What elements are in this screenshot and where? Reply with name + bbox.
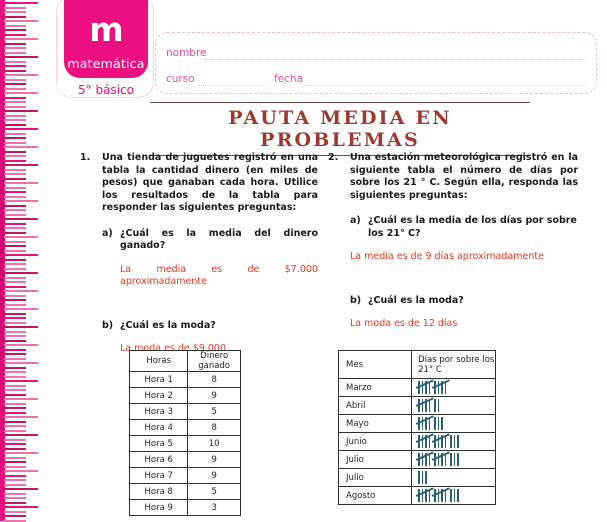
- ruler-tick: [4, 115, 26, 117]
- problem-1-part-a-answer: La media es de $7.000 aproximadamente: [120, 263, 318, 287]
- ruler-tick: [4, 227, 26, 229]
- logo-badge: [64, 0, 148, 78]
- ruler-tick: [4, 83, 26, 85]
- money-value-cell: 3: [188, 500, 241, 516]
- ruler-tick: [4, 412, 26, 414]
- tally-mark: [445, 435, 447, 448]
- money-table-header-row: [130, 351, 241, 372]
- ruler-tick: [4, 101, 26, 103]
- ruler-tick: [4, 2, 38, 4]
- ruler-tick: [4, 281, 26, 283]
- tally-marks: [418, 380, 495, 395]
- problem-2-part-a-row: [328, 215, 578, 240]
- days-month-cell: Agosto: [339, 487, 412, 505]
- ruler-tick: [4, 299, 26, 301]
- ruler-tick: [4, 164, 38, 166]
- money-hour-cell: Hora 9: [130, 500, 188, 516]
- ruler-tick: [4, 245, 26, 247]
- page-title-block: [150, 102, 530, 156]
- tally-mark: [434, 417, 436, 430]
- ruler-tick: [4, 70, 26, 72]
- tally-marks: [418, 452, 495, 467]
- days-month-cell: Mayo: [339, 415, 412, 433]
- problem-1-part-a-letter: a): [102, 227, 113, 239]
- tally-mark: [422, 471, 424, 484]
- tally-mark: [450, 489, 452, 502]
- grade-label: 5° básico: [78, 83, 134, 97]
- tally-remainder-group: [450, 435, 459, 448]
- problem-2-part-b-letter: b): [350, 294, 362, 306]
- ruler-tick: [4, 470, 38, 472]
- ruler-tick: [4, 124, 26, 126]
- tally-marks: [418, 488, 495, 503]
- tally-mark: [450, 435, 452, 448]
- tally-mark: [454, 453, 456, 466]
- ruler-tick: [4, 331, 26, 333]
- ruler-tick: [4, 61, 26, 63]
- ruler-tick: [4, 362, 38, 364]
- ruler-tick: [4, 173, 26, 175]
- ruler-tick: [4, 484, 26, 486]
- ruler-tick: [4, 272, 38, 274]
- days-month-cell: Abril: [339, 397, 412, 415]
- ruler-tick: [4, 380, 38, 382]
- ruler-tick: [4, 182, 38, 184]
- tally-mark: [457, 489, 459, 502]
- ruler-tick: [4, 43, 26, 45]
- table-row: [339, 433, 496, 451]
- ruler-tick: [4, 65, 26, 67]
- days-table-header-cell: Días por sobre los 21° C: [412, 351, 496, 379]
- table-row: [130, 388, 241, 404]
- ruler-tick: [4, 187, 26, 189]
- ruler-tick: [4, 259, 26, 261]
- tally-mark: [429, 399, 431, 412]
- spacer: [80, 289, 318, 307]
- ruler-tick: [4, 371, 26, 373]
- tally-marks: [418, 470, 495, 485]
- ruler-tick: [4, 34, 26, 36]
- table-row: [130, 468, 241, 484]
- ruler-tick: [4, 38, 38, 40]
- problem-1-part-b-letter: b): [102, 319, 114, 331]
- ruler-tick: [4, 200, 38, 202]
- ruler-tick: [4, 106, 26, 108]
- ruler-tick: [4, 308, 38, 310]
- logo-wordmark: matemática: [67, 56, 145, 71]
- ruler-tick: [4, 506, 38, 508]
- money-hour-cell: Hora 6: [130, 452, 188, 468]
- money-hour-cell: Hora 4: [130, 420, 188, 436]
- ruler-tick: [4, 497, 26, 499]
- spacer: [328, 264, 578, 282]
- ruler-tick: [4, 205, 26, 207]
- table-row: [339, 379, 496, 397]
- ruler-tick: [4, 322, 26, 324]
- ruler-tick: [4, 214, 26, 216]
- table-row: [130, 500, 241, 516]
- ruler-tick: [4, 11, 26, 13]
- ruler-tick: [4, 254, 38, 256]
- tally-group-of-five: [418, 435, 430, 448]
- ruler-tick: [4, 394, 26, 396]
- ruler-tick: [4, 443, 26, 445]
- ruler-tick: [4, 16, 26, 18]
- ruler-tick: [4, 146, 38, 148]
- tally-mark: [429, 453, 431, 466]
- decorative-ruler-strip: [0, 0, 46, 521]
- ruler-tick: [4, 466, 26, 468]
- tally-marks: [418, 416, 495, 431]
- ruler-tick: [4, 241, 26, 243]
- ruler-tick: [4, 358, 26, 360]
- tally-mark: [454, 435, 456, 448]
- money-hour-cell: Hora 8: [130, 484, 188, 500]
- ruler-tick: [4, 178, 26, 180]
- ruler-tick: [4, 448, 26, 450]
- ruler-tick: [4, 425, 26, 427]
- days-tally-cell: [412, 415, 496, 433]
- money-value-cell: 9: [188, 388, 241, 404]
- days-table: [338, 350, 496, 505]
- ruler-tick: [4, 232, 26, 234]
- ruler-tick: [4, 403, 26, 405]
- tally-remainder-group: [434, 417, 443, 430]
- money-hour-cell: Hora 1: [130, 372, 188, 388]
- ruler-tick: [4, 74, 38, 76]
- ruler-tick: [4, 317, 26, 319]
- tally-group-of-five: [418, 417, 430, 430]
- tally-mark: [434, 399, 436, 412]
- problem-2-column: [328, 152, 578, 331]
- curso-label: curso: [166, 73, 195, 85]
- problem-1-number: 1.: [80, 152, 91, 163]
- problem-1-statement: Una tienda de juguetes registró en una tabla la cantidad dinero (en miles de pesos) que ganaban cada hora. Utilice los resultados de la tabla para responder las siguientes preguntas:: [102, 152, 318, 213]
- tally-mark: [429, 381, 431, 394]
- ruler-tick: [4, 209, 26, 211]
- brand-logo: [62, 0, 150, 97]
- ruler-tick: [4, 385, 26, 387]
- table-row: [130, 452, 241, 468]
- tally-mark: [441, 417, 443, 430]
- tally-remainder-group: [418, 471, 427, 484]
- money-hour-cell: Hora 5: [130, 436, 188, 452]
- tally-mark: [429, 417, 431, 430]
- ruler-tick: [4, 268, 26, 270]
- ruler-tick: [4, 421, 26, 423]
- ruler-tick: [4, 25, 26, 27]
- ruler-tick: [4, 29, 26, 31]
- tally-group-of-five: [434, 381, 446, 394]
- problem-1-part-b-question: ¿Cuál es la moda?: [120, 319, 216, 331]
- days-month-cell: Julio: [339, 469, 412, 487]
- ruler-tick: [4, 151, 26, 153]
- money-table-header-cell: Dinero ganado: [188, 351, 241, 372]
- money-value-cell: 9: [188, 468, 241, 484]
- ruler-tick: [4, 515, 26, 517]
- problem-2-part-b-question: ¿Cuál es la moda?: [368, 294, 464, 306]
- money-value-cell: 9: [188, 452, 241, 468]
- ruler-tick: [4, 475, 26, 477]
- ruler-tick: [4, 236, 38, 238]
- tally-mark: [445, 381, 447, 394]
- ruler-tick: [4, 169, 26, 171]
- ruler-tick: [4, 502, 26, 504]
- problem-2-number: 2.: [328, 152, 339, 163]
- ruler-tick: [4, 97, 26, 99]
- tally-mark: [438, 399, 440, 412]
- ruler-tick: [4, 137, 26, 139]
- days-table-header-cell: Mes: [339, 351, 412, 379]
- ruler-tick: [4, 493, 26, 495]
- ruler-tick: [4, 295, 26, 297]
- ruler-tick: [4, 439, 26, 441]
- problem-2-part-a-question: ¿Cuál es la media de los días por sobre los 21° C?: [368, 215, 577, 239]
- table-row: [339, 397, 496, 415]
- tally-group-of-five: [418, 489, 430, 502]
- ruler-tick: [4, 290, 38, 292]
- ruler-tick: [4, 20, 38, 22]
- tally-group-of-five: [418, 381, 430, 394]
- tally-remainder-group: [450, 453, 459, 466]
- problem-2-part-b-answer: La moda es de 12 días: [350, 318, 458, 329]
- ruler-tick: [4, 304, 26, 306]
- ruler-tick: [4, 92, 38, 94]
- days-tally-cell: [412, 397, 496, 415]
- problem-1-statement-row: [80, 152, 318, 215]
- tally-mark: [457, 435, 459, 448]
- tally-mark: [429, 435, 431, 448]
- days-tally-cell: [412, 379, 496, 397]
- table-row: [130, 484, 241, 500]
- ruler-tick: [4, 376, 26, 378]
- tally-group-of-five: [434, 453, 446, 466]
- ruler-tick: [4, 340, 26, 342]
- days-tally-cell: [412, 469, 496, 487]
- problem-2-part-a-answer: La media es de 9 días aproximadamente: [350, 251, 544, 262]
- ruler-tick: [4, 452, 38, 454]
- ruler-tick: [4, 133, 26, 135]
- table-row: [130, 404, 241, 420]
- nombre-label: nombre: [166, 47, 207, 59]
- ruler-tick: [4, 286, 26, 288]
- ruler-tick: [4, 313, 26, 315]
- money-value-cell: 8: [188, 372, 241, 388]
- nombre-input-line[interactable]: [204, 59, 586, 60]
- money-table: [129, 350, 241, 516]
- ruler-tick: [4, 461, 26, 463]
- money-value-cell: 5: [188, 484, 241, 500]
- tally-remainder-group: [434, 399, 439, 412]
- curso-input-line[interactable]: [198, 85, 268, 86]
- ruler-tick: [4, 128, 38, 130]
- money-hour-cell: Hora 3: [130, 404, 188, 420]
- ruler-tick: [4, 160, 26, 162]
- tally-mark: [457, 453, 459, 466]
- tally-mark: [418, 471, 420, 484]
- problem-2-part-b-row: [328, 295, 578, 308]
- ruler-tick: [4, 47, 26, 49]
- ruler-tick: [4, 407, 26, 409]
- ruler-tick: [4, 488, 38, 490]
- table-row: [130, 436, 241, 452]
- problem-2-statement-row: [328, 152, 578, 202]
- ruler-tick: [4, 196, 26, 198]
- tally-mark: [445, 453, 447, 466]
- tally-mark: [429, 489, 431, 502]
- ruler-tick: [4, 155, 26, 157]
- ruler-tick: [4, 263, 26, 265]
- ruler-tick: [4, 56, 38, 58]
- money-table-header-cell: Horas: [130, 351, 188, 372]
- days-tally-cell: [412, 487, 496, 505]
- ruler-tick: [4, 223, 26, 225]
- ruler-tick: [4, 119, 26, 121]
- ruler-tick: [4, 457, 26, 459]
- days-tally-cell: [412, 451, 496, 469]
- ruler-tick: [4, 479, 26, 481]
- table-row: [130, 420, 241, 436]
- tally-group-of-five: [418, 453, 430, 466]
- ruler-tick: [4, 335, 26, 337]
- table-row: [339, 469, 496, 487]
- days-month-cell: Junio: [339, 433, 412, 451]
- ruler-tick: [4, 344, 38, 346]
- problem-1-column: [80, 152, 318, 356]
- page-title: PAUTA MEDIA EN PROBLEMAS: [228, 107, 452, 151]
- table-row: [339, 415, 496, 433]
- ruler-tick: [4, 52, 26, 54]
- problem-1-part-a-question: ¿Cuál es la media del dinero ganado?: [120, 227, 318, 251]
- tally-group-of-five: [434, 435, 446, 448]
- money-hour-cell: Hora 2: [130, 388, 188, 404]
- fecha-input-line[interactable]: [306, 85, 586, 86]
- tally-marks: [418, 434, 495, 449]
- problem-2-part-a-letter: a): [350, 215, 361, 226]
- ruler-tick: [4, 416, 38, 418]
- problem-2-statement: Una estación meteorológica registró en la siguiente tabla el número de días por sobre los 21 ° C. Según ella, responda las siguientes preguntas:: [350, 152, 578, 201]
- tally-marks: [418, 398, 495, 413]
- ruler-tick: [4, 218, 38, 220]
- ruler-tick: [4, 511, 26, 513]
- ruler-tick: [4, 142, 26, 144]
- ruler-tick: [4, 353, 26, 355]
- table-row: [339, 451, 496, 469]
- days-month-cell: Marzo: [339, 379, 412, 397]
- days-table-header-row: [339, 351, 496, 379]
- tally-mark: [445, 489, 447, 502]
- table-row: [130, 372, 241, 388]
- ruler-tick: [4, 389, 26, 391]
- money-value-cell: 8: [188, 420, 241, 436]
- student-info-box: [155, 32, 597, 94]
- tally-mark: [438, 417, 440, 430]
- ruler-tick: [4, 326, 38, 328]
- days-month-cell: Julio: [339, 451, 412, 469]
- ruler-tick: [4, 398, 38, 400]
- ruler-tick: [4, 349, 26, 351]
- days-tally-cell: [412, 433, 496, 451]
- ruler-tick: [4, 88, 26, 90]
- ruler-tick: [4, 430, 26, 432]
- tally-group-of-five: [434, 489, 446, 502]
- ruler-tick: [4, 367, 26, 369]
- fecha-label: fecha: [274, 73, 304, 85]
- ruler-tick: [4, 110, 38, 112]
- ruler-tick: [4, 277, 26, 279]
- problem-1-part-b-row: [80, 320, 318, 333]
- money-hour-cell: Hora 7: [130, 468, 188, 484]
- problem-1-part-b-answer: La moda es de $9.000: [120, 343, 227, 354]
- ruler-tick: [4, 250, 26, 252]
- tally-mark: [450, 453, 452, 466]
- ruler-tick: [4, 7, 26, 9]
- tally-remainder-group: [450, 489, 459, 502]
- money-value-cell: 10: [188, 436, 241, 452]
- money-value-cell: 5: [188, 404, 241, 420]
- problem-1-part-a-row: [80, 228, 318, 253]
- ruler-tick: [4, 79, 26, 81]
- tally-group-of-five: [418, 399, 430, 412]
- logo-letter: m: [89, 10, 123, 49]
- ruler-tick: [4, 191, 26, 193]
- table-row: [339, 487, 496, 505]
- ruler-tick: [4, 434, 38, 436]
- tally-mark: [425, 471, 427, 484]
- tally-mark: [454, 489, 456, 502]
